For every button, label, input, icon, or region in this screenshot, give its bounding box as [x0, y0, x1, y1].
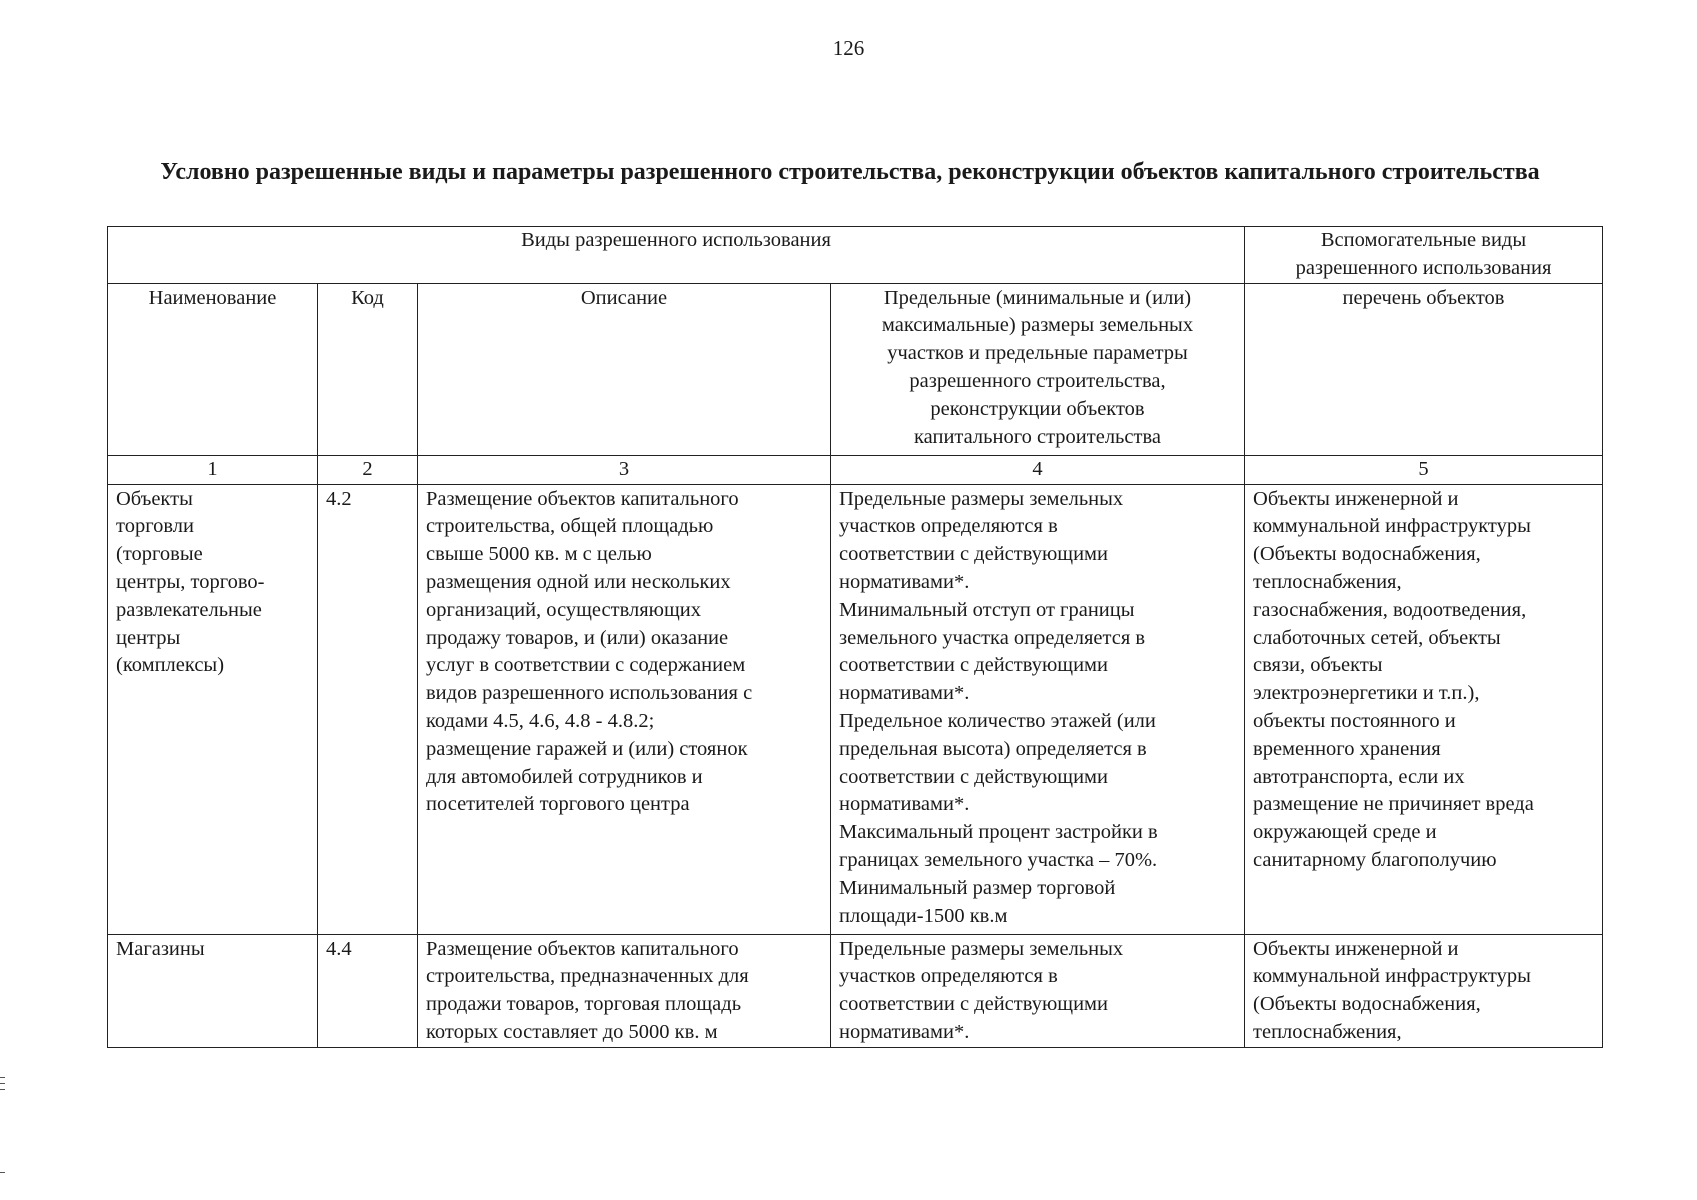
cell-auxiliary: Объекты инженерной и коммунальной инфраструктуры (Объекты водоснабжения, теплоснабжения, газоснабжения, водоотведения, слаботочных сетей, объекты связи, объекты электроэнергетики и т.п.), объекты постоянного и временного хранения автотранспорта, если их размещение не причиняет вреда окружающей среде и санитарному благополучию [1245, 484, 1603, 934]
header-name: Наименование [108, 283, 318, 455]
scan-margin-mark [0, 1077, 5, 1078]
cell-auxiliary: Объекты инженерной и коммунальной инфраструктуры (Объекты водоснабжения, теплоснабжения, [1245, 934, 1603, 1047]
column-number-row [108, 455, 1603, 484]
header-description: Описание [418, 283, 831, 455]
column-number: 5 [1245, 455, 1603, 484]
permitted-use-table [107, 226, 1603, 1048]
column-number: 4 [831, 455, 1245, 484]
cell-name: Объекты торговли (торговые центры, торгово- развлекательные центры (комплексы) [108, 484, 318, 934]
column-number: 1 [108, 455, 318, 484]
header-auxiliary-uses: Вспомогательные виды разрешенного использования [1245, 227, 1603, 284]
table-row [108, 934, 1603, 1047]
scan-margin-mark [0, 1083, 5, 1084]
cell-limits: Предельные размеры земельных участков определяются в соответствии с действующими нормативами*. Минимальный отступ от границы земельного участка определяется в соответствии с действующими нормативами*. Предельное количество этажей (или предельная высота) определяется в соответствии с действующими нормативами*. Максимальный процент застройки в границах земельного участка – 70%. Минимальный размер торговой площади-1500 кв.м [831, 484, 1245, 934]
header-permitted-uses: Виды разрешенного использования [108, 227, 1245, 284]
scan-margin-mark [0, 1089, 5, 1090]
page-number: 126 [832, 36, 865, 60]
table-row [108, 484, 1603, 934]
column-number: 2 [318, 455, 418, 484]
table-header-top-row [108, 227, 1603, 284]
cell-code: 4.4 [318, 934, 418, 1047]
table-header-row [108, 283, 1603, 455]
cell-name: Магазины [108, 934, 318, 1047]
header-code: Код [318, 283, 418, 455]
header-object-list: перечень объектов [1245, 283, 1603, 455]
scan-margin-mark [0, 1172, 5, 1173]
table-title: Условно разрешенные виды и параметры разрешенного строительства, реконструкции объектов капитального строительства [160, 159, 1540, 185]
cell-limits: Предельные размеры земельных участков определяются в соответствии с действующими нормативами*. [831, 934, 1245, 1047]
cell-code: 4.2 [318, 484, 418, 934]
header-limits: Предельные (минимальные и (или) максимальные) размеры земельных участков и предельные параметры разрешенного строительства, реконструкции объектов капитального строительства [831, 283, 1245, 455]
cell-description: Размещение объектов капитального строительства, общей площадью свыше 5000 кв. м с целью размещения одной или нескольких организаций, осуществляющих продажу товаров, и (или) оказание услуг в соответствии с содержанием видов разрешенного использования с кодами 4.5, 4.6, 4.8 - 4.8.2; размещение гаражей и (или) стоянок для автомобилей сотрудников и посетителей торгового центра [418, 484, 831, 934]
cell-description: Размещение объектов капитального строительства, предназначенных для продажи товаров, торговая площадь которых составляет до 5000 кв. м [418, 934, 831, 1047]
column-number: 3 [418, 455, 831, 484]
